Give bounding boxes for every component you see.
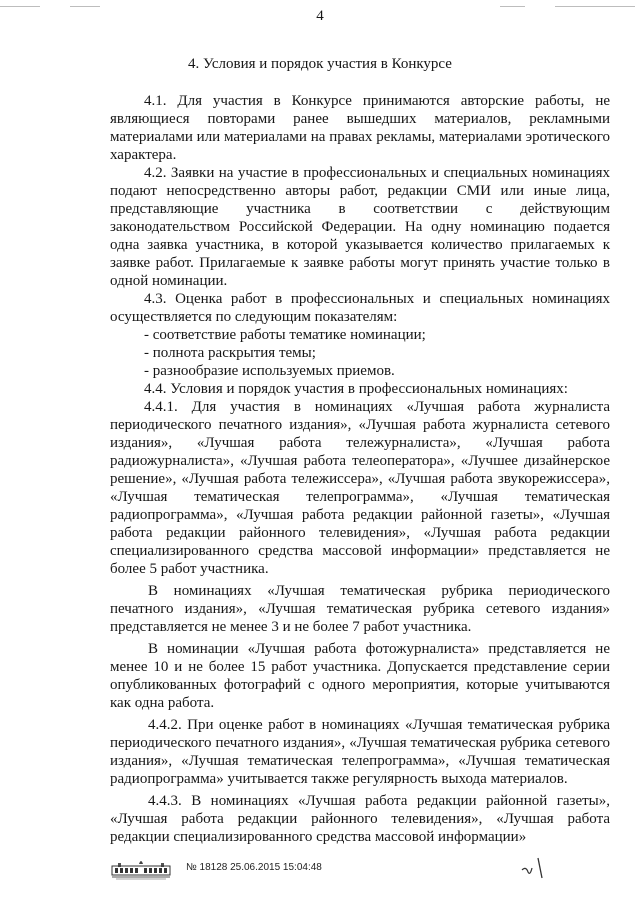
registration-number: № 18128 25.06.2015 15:04:48: [186, 862, 322, 873]
document-body: [110, 92, 610, 846]
page-number: 4: [316, 8, 324, 24]
paragraph-4-4-1: 4.4.1. Для участия в номинациях «Лучшая работа журналиста периодического печатного издания», «Лучшая работа журналиста сетевого издания», «Лучшая работа тележурналиста», «Лучшая работа радиожурналиста», «Лучшая работа телеоператора», «Лучшее дизайнерское решение», «Лучшая работа тележиссера», «Лучшая работа звукорежиссера», «Лучшая тематическая телепрограмма», «Лучшая тематическая радиопрограмма», «Лучшая работа редакции районной газеты», «Лучшая работа редакции районного телевидения», «Лучшая работа редакции специализированного средства массовой информации» представляется не более 5 работ участника.: [110, 399, 610, 577]
section-title: 4. Условия и порядок участия в Конкурсе: [188, 56, 452, 72]
registry-logo-icon: [110, 857, 172, 881]
paragraph-4-3: 4.3. Оценка работ в профессиональных и специальных номинациях осуществляется по следующим показателям:: [110, 291, 610, 325]
paragraph-photo-nomination: В номинации «Лучшая работа фотожурналиста» представляется не менее 10 и не более 15 работ участника. Допускается представление серии опубликованных фотографий с одного мероприятия, которые учитываются как одна работа.: [110, 641, 610, 711]
paragraph-4-2: 4.2. Заявки на участие в профессиональных и специальных номинациях подают непосредственно авторы работ, редакции СМИ или иные лица, представляющие участника в соответствии с действующим законодательством Российской Федерации. На одну номинацию подается одна заявка участника, в которой указывается количество прилагаемых к заявке работ. Прилагаемые к заявке работы могут принять участие только в одной номинации.: [110, 165, 610, 289]
paragraph-4-4-2: 4.4.2. При оценке работ в номинациях «Лучшая тематическая рубрика периодического печатного издания», «Лучшая тематическая рубрика сетевого издания», «Лучшая тематическая телепрограмма», «Лучшая тематическая радиопрограмма» учитывается также регулярность выхода материалов.: [110, 717, 610, 787]
criteria-item: - соответствие работы тематике номинации;: [144, 327, 426, 343]
criteria-item: - полнота раскрытия темы;: [144, 345, 316, 361]
paragraph-4-4-3: 4.4.3. В номинациях «Лучшая работа редакции районной газеты», «Лучшая работа редакции районного телевидения», «Лучшая работа редакции специализированного средства массовой информации»: [110, 793, 610, 845]
paragraph-4-1: 4.1. Для участия в Конкурсе принимаются авторские работы, не являющиеся повторами ранее вышедших материалов, рекламными материалами или материалами на правах рекламы, материалами эротического характера.: [110, 93, 610, 163]
criteria-item: - разнообразие используемых приемов.: [144, 363, 395, 379]
paragraph-4-4: 4.4. Условия и порядок участия в профессиональных номинациях:: [144, 381, 568, 397]
handwritten-mark-icon: [518, 852, 558, 882]
paragraph-rubric-nominations: В номинациях «Лучшая тематическая рубрика периодического печатного издания», «Лучшая тематическая рубрика сетевого издания» представляется не менее 3 и не более 7 работ участника.: [110, 583, 610, 635]
document-footer: [110, 855, 610, 885]
